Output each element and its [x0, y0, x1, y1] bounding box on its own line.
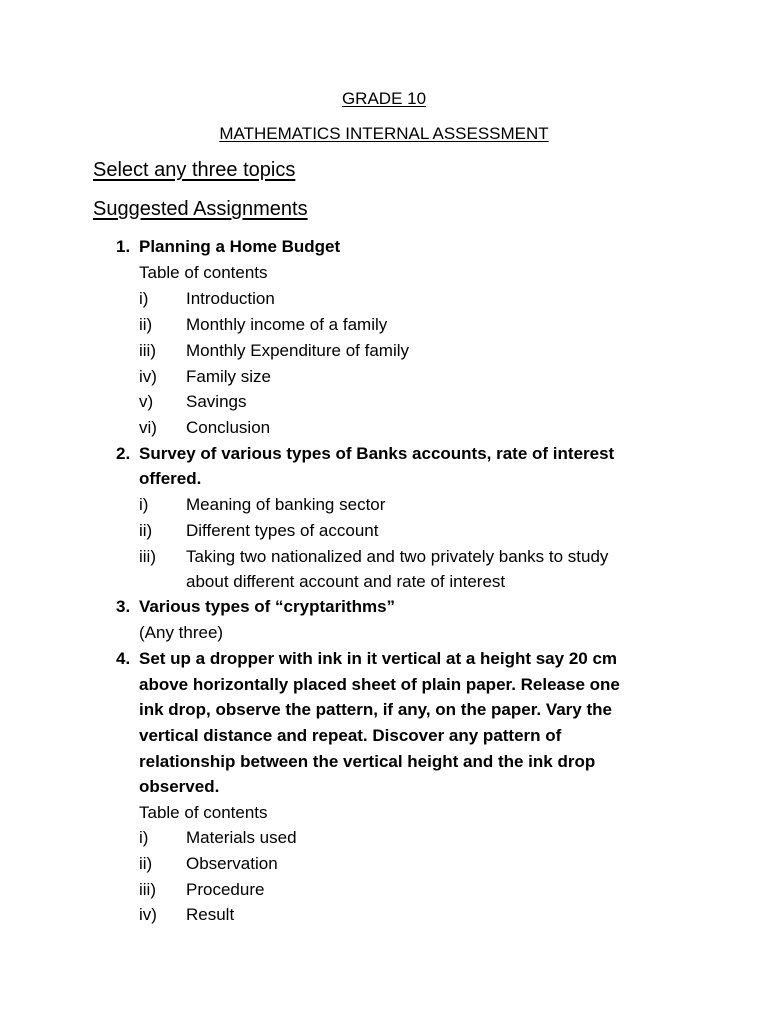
item-number: 2. — [116, 444, 131, 463]
subitem-text: Monthly income of a family — [186, 315, 388, 334]
subitem-text: Observation — [186, 854, 278, 873]
item-number: 4. — [116, 649, 131, 668]
item-title-line: above horizontally placed sheet of plain paper. Release one — [139, 675, 620, 694]
item-number: 1. — [116, 237, 131, 256]
subitem-text: Savings — [186, 392, 247, 411]
subitem-text: about different account and rate of interest — [186, 572, 506, 591]
subitem-marker: iv) — [139, 367, 157, 386]
subitem-marker: i) — [139, 289, 149, 308]
subitem-marker: vi) — [139, 418, 157, 437]
subitem-text: Meaning of banking sector — [186, 495, 386, 514]
subitem-text: Result — [186, 905, 235, 924]
subitem-marker: v) — [139, 392, 154, 411]
subitem-marker: i) — [139, 495, 149, 514]
subitem-marker: iii) — [139, 547, 156, 566]
suggested-assignments-heading: Suggested Assignments — [93, 198, 308, 220]
subitem-marker: i) — [139, 828, 149, 847]
item-title-line: Survey of various types of Banks accounts, rate of interest — [139, 444, 615, 463]
subitem-marker: iv) — [139, 905, 157, 924]
item-title-line: ink drop, observe the pattern, if any, on the paper. Vary the — [139, 700, 612, 719]
item-note-line: Table of contents — [139, 803, 268, 822]
subitem-marker: ii) — [139, 854, 153, 873]
subitem-marker: iii) — [139, 341, 156, 360]
subitem-text: Taking two nationalized and two privately banks to study — [186, 547, 609, 566]
subitem-text: Introduction — [186, 289, 275, 308]
select-topics-heading: Select any three topics — [93, 159, 296, 181]
subitem-marker: ii) — [139, 521, 153, 540]
grade-title: GRADE 10 — [341, 89, 427, 108]
item-title-line: offered. — [139, 469, 202, 488]
subitem-text: Procedure — [186, 880, 265, 899]
item-title-line: observed. — [139, 777, 220, 796]
item-number: 3. — [116, 597, 131, 616]
subitem-text: Conclusion — [186, 418, 271, 437]
subitem-text: Materials used — [186, 828, 297, 847]
item-title-line: Various types of “cryptarithms” — [139, 597, 396, 616]
item-note-line: Table of contents — [139, 263, 268, 282]
subitem-text: Monthly Expenditure of family — [186, 341, 409, 360]
subitem-text: Different types of account — [186, 521, 379, 540]
item-title-line: Set up a dropper with ink in it vertical at a height say 20 cm — [139, 649, 618, 668]
assessment-title: MATHEMATICS INTERNAL ASSESSMENT — [219, 124, 549, 143]
item-title-line: relationship between the vertical height and the ink drop — [139, 752, 596, 771]
item-title-line: vertical distance and repeat. Discover any pattern of — [139, 726, 562, 745]
subitem-text: Family size — [186, 367, 272, 386]
subitem-marker: ii) — [139, 315, 153, 334]
item-note-line: (Any three) — [139, 623, 224, 642]
item-title-line: Planning a Home Budget — [139, 237, 341, 256]
subitem-marker: iii) — [139, 880, 156, 899]
